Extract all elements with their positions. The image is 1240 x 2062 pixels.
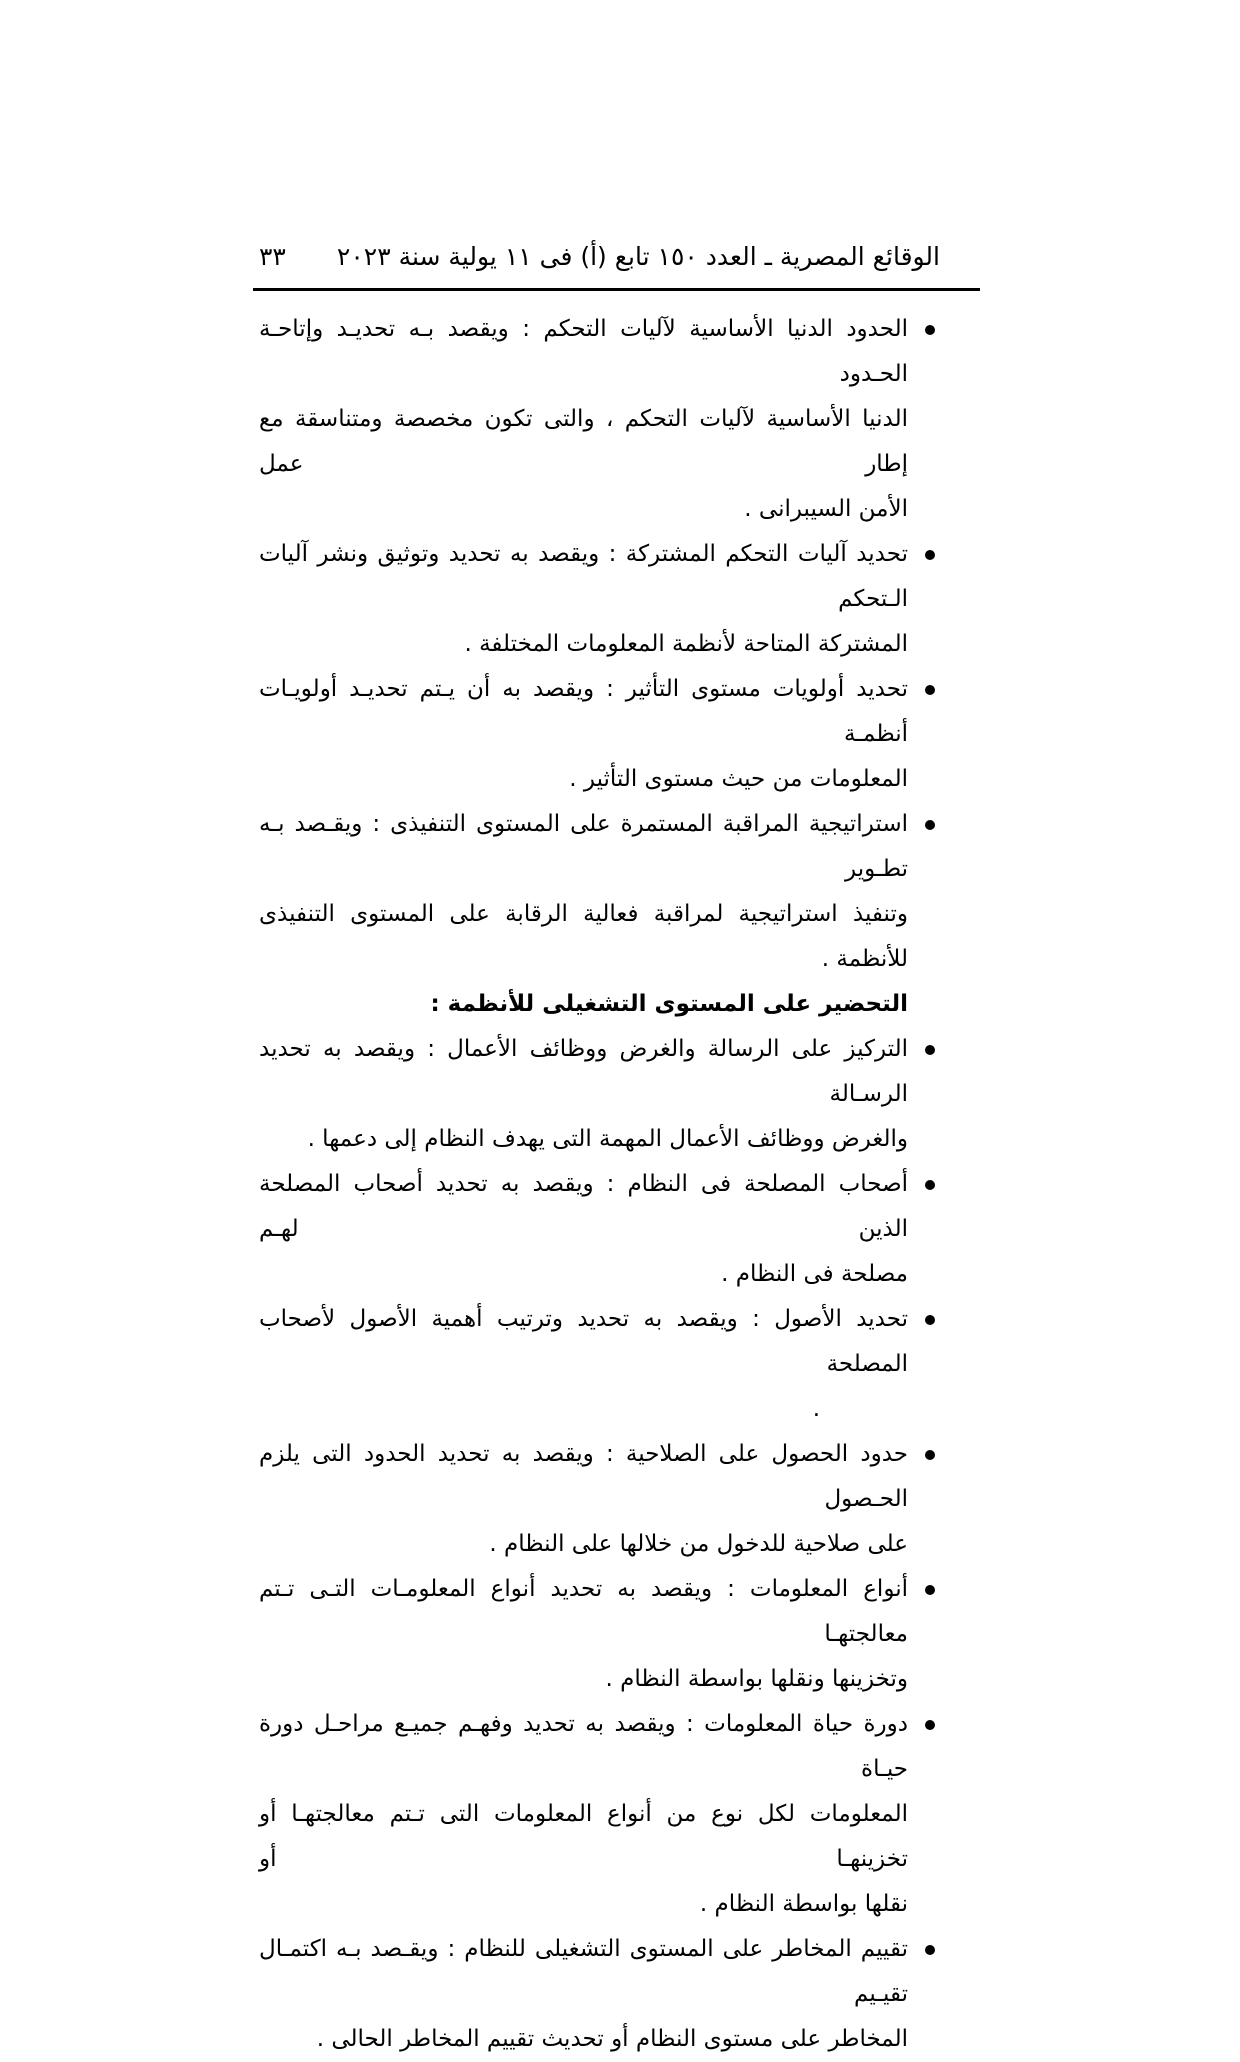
- list-item-text: [259, 307, 908, 532]
- bullet-icon: [925, 820, 935, 830]
- section-heading: التحضير على المستوى التشغيلى للأنظمة :: [430, 991, 908, 1017]
- text-line: المعلومات لكل نوع من أنواع المعلومات التى تـتم معالجتهـا أو تخزينهـا أو: [259, 1801, 908, 1872]
- bullet-icon: [925, 1585, 935, 1595]
- list-item-text: [259, 1702, 908, 1927]
- list-item: [259, 1567, 938, 1702]
- bullet-icon: [925, 1315, 935, 1325]
- text-line: المخاطر على مستوى النظام أو تحديث تقييم المخاطر الحالى .: [316, 2026, 908, 2052]
- bullet-icon: [925, 550, 935, 560]
- text-line: التركيز على الرسالة والغرض ووظائف الأعمال : ويقصد به تحديد الرسـالة: [259, 1036, 908, 1107]
- list-item-text: [259, 667, 908, 802]
- text-line: والغرض ووظائف الأعمال المهمة التى يهدف النظام إلى دعمها .: [307, 1126, 908, 1152]
- text-line: دورة حياة المعلومات : ويقصد به تحديد وفهـم جميـع مراحـل دورة حيـاة: [259, 1711, 908, 1782]
- list-item: [259, 667, 938, 802]
- list-item-text: [259, 1027, 908, 1162]
- text-line: حدود الحصول على الصلاحية : ويقصد به تحديد الحدود التى يلزم الحـصول: [259, 1441, 908, 1512]
- list-item: [259, 307, 938, 532]
- bullet-icon: [925, 1450, 935, 1460]
- text-line: الحدود الدنيا الأساسية لآليات التحكم : ويقصد بـه تحديـد وإتاحـة الحـدود: [259, 316, 908, 387]
- list-item-text: [259, 532, 908, 667]
- bullet-icon: [925, 1720, 935, 1730]
- list-item-text: [259, 1297, 908, 1432]
- text-line: مصلحة فى النظام .: [721, 1261, 908, 1287]
- text-line: تقييم المخاطر على المستوى التشغيلى للنظام : ويقـصد بـه اكتمـال تقيـيم: [259, 1936, 908, 2007]
- text-line: تحديد آليات التحكم المشتركة : ويقصد به تحديد وتوثيق ونشر آليات الـتحكم: [259, 541, 908, 612]
- list-item: [259, 1432, 938, 1567]
- list-item: [259, 532, 938, 667]
- bullet-icon: [925, 685, 935, 695]
- text-line: الدنيا الأساسية لآليات التحكم ، والتى تكون مخصصة ومتناسقة مع إطار عمل: [259, 406, 908, 477]
- page-header: [253, 240, 980, 274]
- list-item: [259, 1927, 938, 2062]
- list-item-text: [259, 802, 908, 982]
- text-line: .: [812, 1396, 820, 1422]
- text-line: نقلها بواسطة النظام .: [699, 1891, 908, 1917]
- bullet-icon: [925, 1945, 935, 1955]
- header-rule: [253, 288, 980, 291]
- list-item-text: [259, 1927, 908, 2062]
- list-item: [259, 1702, 938, 1927]
- list-item-text: [259, 1432, 908, 1567]
- list-item: [259, 1027, 938, 1162]
- text-line: وتخزينها ونقلها بواسطة النظام .: [605, 1666, 908, 1692]
- text-line: أصحاب المصلحة فى النظام : ويقصد به تحديد أصحاب المصلحة الذين لهـم: [259, 1171, 908, 1242]
- bullet-icon: [925, 1045, 935, 1055]
- text-line: تحديد الأصول : ويقصد به تحديد وترتيب أهمية الأصول لأصحاب المصلحة: [259, 1306, 908, 1377]
- page-header-title: الوقائع المصرية ـ العدد ١٥٠ تابع (أ) فى ١١ يولية سنة ٢٠٢٣: [336, 242, 940, 271]
- content-column: [253, 240, 980, 2062]
- text-line: المعلومات من حيث مستوى التأثير .: [569, 766, 908, 792]
- text-line: المشتركة المتاحة لأنظمة المعلومات المختلفة .: [464, 631, 908, 657]
- text-line: أنواع المعلومات : ويقصد به تحديد أنواع المعلومـات التـى تـتم معالجتهـا: [259, 1576, 908, 1647]
- text-line: تحديد أولويات مستوى التأثير : ويقصد به أن يـتم تحديـد أولويـات أنظمـة: [259, 676, 908, 747]
- text-line: استراتيجية المراقبة المستمرة على المستوى التنفيذى : ويقـصد بـه تطـوير: [259, 811, 908, 882]
- text-line: على صلاحية للدخول من خلالها على النظام .: [489, 1531, 908, 1557]
- list-item-text: [259, 1162, 908, 1297]
- list-item: [259, 802, 938, 982]
- list-item: [259, 1297, 938, 1432]
- text-line: الأمن السيبرانى .: [744, 496, 908, 522]
- list-item: [259, 1162, 938, 1297]
- text-line: وتنفيذ استراتيجية لمراقبة فعالية الرقابة على المستوى التنفيذى للأنظمة .: [259, 901, 908, 972]
- list-item-text: [259, 1567, 908, 1702]
- page-number: ٣٣: [259, 242, 286, 271]
- bullet-icon: [925, 325, 935, 335]
- bullet-icon: [925, 1180, 935, 1190]
- document-body: [253, 307, 980, 2062]
